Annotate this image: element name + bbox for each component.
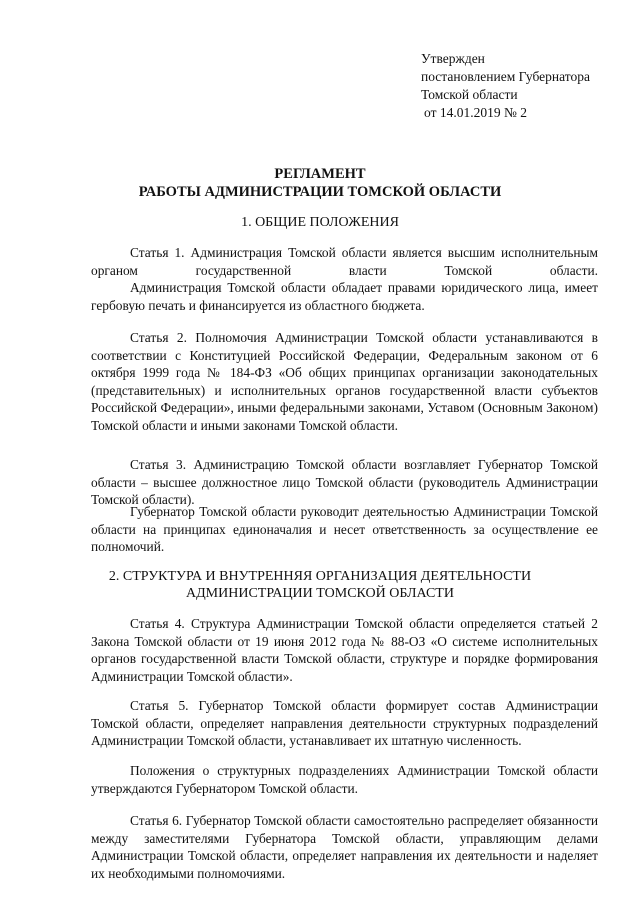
article-1-text: Статья 1. Администрация Томской области является высшим исполнительным органом государственной власти Томской области. <box>91 245 598 278</box>
approval-line-resolution: постановлением Губернатора <box>421 69 590 84</box>
article-4-paragraph <box>91 615 598 685</box>
approval-line-date: от 14.01.2019 № 2 <box>424 105 527 120</box>
section-1-heading: 1. ОБЩИЕ ПОЛОЖЕНИЯ <box>241 215 399 230</box>
article-6-paragraph <box>91 812 598 882</box>
approval-line-approved: Утвержден <box>421 51 485 66</box>
article-4-text: Статья 4. Структура Администрации Томской области определяется статьей 2 Закона Томской области от 19 июня 2012 года № 88-ОЗ «О системе исполнительных органов государственной власти Томской области, структуре и порядке формирования Администрации Томской области». <box>91 616 598 684</box>
article-2-paragraph <box>91 329 598 435</box>
article-3-paragraph-2 <box>91 503 598 556</box>
article-3-text: Статья 3. Администрацию Томской области возглавляет Губернатор Томской области – высшее должностное лицо Томской области (руководитель Администрации Томской области). <box>91 457 598 508</box>
approval-stamp <box>421 50 590 122</box>
article-1-paragraph <box>91 244 598 279</box>
article-1-text-2: Администрация Томской области обладает правами юридического лица, имеет гербовую печать и финансируется из областного бюджета. <box>91 280 598 313</box>
article-1-paragraph-2 <box>91 279 598 314</box>
article-5-paragraph <box>91 697 598 750</box>
article-3-text-2: Губернатор Томской области руководит деятельностью Администрации Томской области на принципах единоначалия и несет ответственность за осуществление ее полномочий. <box>91 504 598 555</box>
article-6-text: Статья 6. Губернатор Томской области самостоятельно распределяет обязанности между заместителями Губернатора Томской области, управляющим делами Администрации Томской области, определяет направления их деятельности и наделяет их необходимыми полномочиями. <box>91 813 598 881</box>
article-2-text: Статья 2. Полномочия Администрации Томской области устанавливаются в соответствии с Конституцией Российской Федерации, Федеральным законом от 6 октября 1999 года № 184-ФЗ «Об общих принципах организации законодательных (представительных) и исполнительных органов государственной власти субъектов Российской Федерации», иными федеральными законами, Уставом (Основным Законом) Томской области и иными законами Томской области. <box>91 330 598 433</box>
article-5-text-2: Положения о структурных подразделениях Администрации Томской области утверждаются Губернатором Томской области. <box>91 763 598 796</box>
article-5-text: Статья 5. Губернатор Томской области формирует состав Администрации Томской области, определяет направления деятельности структурных подразделений Администрации Томской области, устанавливает их штатную численность. <box>91 698 598 749</box>
section-2-heading-line-2: АДМИНИСТРАЦИИ ТОМСКОЙ ОБЛАСТИ <box>186 586 454 601</box>
approval-line-region: Томской области <box>421 87 518 102</box>
document-title: РЕГЛАМЕНТ <box>274 166 366 182</box>
article-5-paragraph-2 <box>91 762 598 797</box>
section-2-heading-line-1: 2. СТРУКТУРА И ВНУТРЕННЯЯ ОРГАНИЗАЦИЯ ДЕЯТЕЛЬНОСТИ <box>108 569 532 584</box>
document-subtitle: РАБОТЫ АДМИНИСТРАЦИИ ТОМСКОЙ ОБЛАСТИ <box>138 184 502 200</box>
article-3-paragraph <box>91 456 598 509</box>
